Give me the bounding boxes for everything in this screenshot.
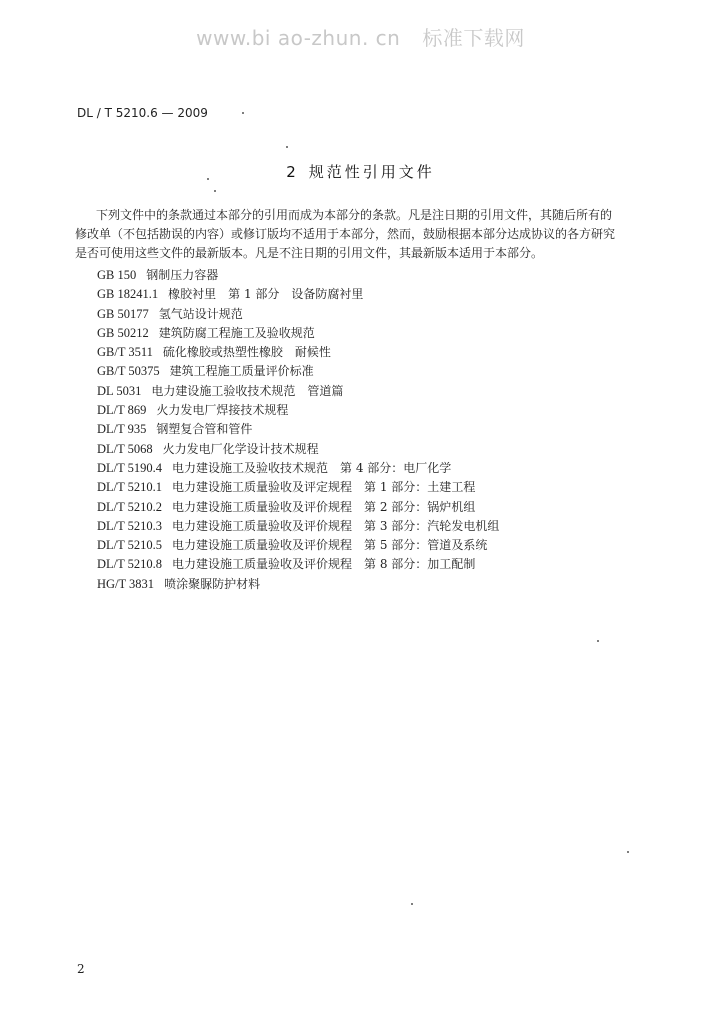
reference-item — [97, 536, 499, 555]
intro-line: 修改单（不包括勘误的内容）或修订版均不适用于本部分，然而，鼓励根据本部分达成协议的各方研究 — [75, 227, 616, 241]
reference-title: 电力建设施工及验收技术规范 第 4 部分：电厂化学 — [172, 460, 452, 475]
reference-item — [97, 440, 499, 459]
reference-title: 电力建设施工验收技术规范 管道篇 — [151, 383, 344, 398]
scan-speck — [207, 178, 209, 180]
reference-title: 火力发电厂化学设计技术规程 — [162, 441, 319, 456]
reference-code: DL/T 5210.1 — [97, 480, 163, 495]
reference-code: DL/T 5210.3 — [97, 518, 163, 533]
reference-item — [97, 498, 499, 517]
reference-code: DL/T 5190.4 — [97, 460, 163, 475]
reference-code: DL/T 869 — [97, 403, 147, 418]
reference-code: DL/T 5210.8 — [97, 557, 163, 572]
reference-code: GB 18241.1 — [97, 287, 159, 302]
reference-item — [97, 362, 499, 381]
reference-title: 电力建设施工质量验收及评价规程 第 8 部分：加工配制 — [172, 557, 476, 572]
reference-title: 建筑工程施工质量评价标准 — [169, 364, 314, 379]
reference-title: 橡胶衬里 第 1 部分 设备防腐衬里 — [168, 287, 364, 302]
reference-item — [97, 343, 499, 362]
reference-title: 钢制压力容器 — [146, 268, 219, 282]
reference-code: DL 5031 — [97, 383, 142, 398]
reference-item — [97, 575, 499, 594]
reference-item — [97, 401, 499, 420]
scan-speck — [242, 112, 244, 114]
reference-code: DL/T 5068 — [97, 441, 153, 456]
reference-code: DL/T 935 — [97, 422, 147, 437]
document-code: DL / T 5210.6 — 2009 — [77, 106, 208, 120]
scan-speck — [286, 146, 288, 148]
reference-code: DL/T 5210.5 — [97, 538, 163, 553]
intro-line: 是否可使用这些文件的最新版本。凡是不注日期的引用文件，其最新版本适用于本部分。 — [75, 246, 544, 260]
reference-title: 硫化橡胶或热塑性橡胶 耐候性 — [162, 345, 331, 360]
intro-line: 下列文件中的条款通过本部分的引用而成为本部分的条款。凡是注日期的引用文件，其随后所有的 — [96, 208, 613, 222]
reference-title: 氢气站设计规范 — [158, 306, 243, 321]
scan-speck — [597, 640, 599, 642]
reference-item — [97, 285, 499, 304]
scan-speck — [214, 190, 216, 192]
scan-speck — [627, 851, 629, 853]
reference-code: GB 50177 — [97, 306, 149, 321]
reference-code: GB/T 3511 — [97, 345, 153, 360]
reference-title: 电力建设施工质量验收及评定规程 第 1 部分：土建工程 — [172, 480, 476, 495]
reference-item — [97, 478, 499, 497]
reference-item — [97, 420, 499, 439]
reference-item — [97, 555, 499, 574]
watermark-url: www.bi ao-zhun. cn — [196, 26, 401, 50]
reference-title: 建筑防腐工程施工及验收规范 — [158, 325, 315, 340]
reference-item — [97, 305, 499, 324]
reference-code: GB/T 50375 — [97, 364, 160, 379]
reference-title: 电力建设施工质量验收及评价规程 第 5 部分：管道及系统 — [172, 538, 488, 553]
reference-code: DL/T 5210.2 — [97, 499, 163, 514]
watermark — [0, 22, 721, 51]
scan-speck — [411, 903, 413, 905]
reference-item — [97, 324, 499, 343]
intro-paragraph — [75, 206, 658, 263]
reference-code: GB 50212 — [97, 325, 149, 340]
section-title: 规范性引用文件 — [308, 163, 435, 181]
section-heading — [0, 161, 721, 182]
reference-title: 电力建设施工质量验收及评价规程 第 3 部分：汽轮发电机组 — [172, 518, 500, 533]
reference-item — [97, 382, 499, 401]
reference-item — [97, 517, 499, 536]
watermark-site: 标准下载网 — [422, 26, 525, 50]
reference-item — [97, 266, 499, 285]
reference-code: GB 150 — [97, 268, 137, 282]
reference-title: 钢塑复合管和管件 — [156, 422, 253, 437]
page-number: 2 — [77, 962, 85, 976]
reference-list — [97, 266, 499, 594]
reference-code: HG/T 3831 — [97, 576, 155, 591]
section-number: 2 — [286, 163, 299, 181]
reference-title: 火力发电厂焊接技术规程 — [156, 403, 289, 418]
reference-title: 电力建设施工质量验收及评价规程 第 2 部分：锅炉机组 — [172, 499, 476, 514]
reference-item — [97, 459, 499, 478]
reference-title: 喷涂聚脲防护材料 — [164, 576, 261, 591]
